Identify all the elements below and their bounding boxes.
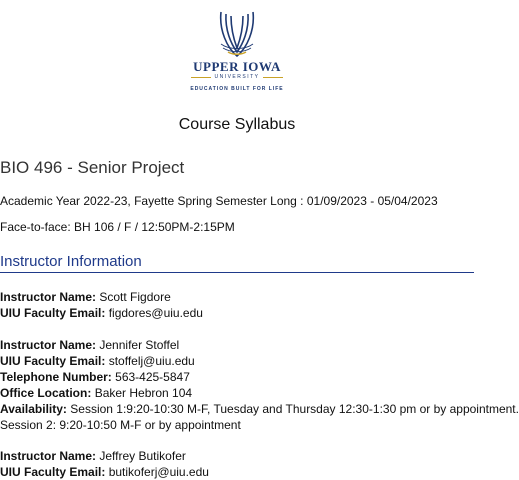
instructor-availability-row-2 <box>0 417 519 433</box>
term-info: Academic Year 2022-23, Fayette Spring Semester Long : 01/09/2023 - 05/04/2023 <box>0 194 438 208</box>
instructor-email: stoffelj@uiu.edu <box>108 354 195 368</box>
logo-tagline: EDUCATION BUILT FOR LIFE <box>190 86 284 92</box>
instructor-name-label: Instructor Name: <box>0 449 97 463</box>
instructor-email: figdores@uiu.edu <box>108 306 203 320</box>
instructor-office-row <box>0 385 519 401</box>
university-logo <box>0 8 474 93</box>
instructor-name-label: Instructor Name: <box>0 338 97 352</box>
instructor-availability-2: Session 2: 9:20-10:50 M-F or by appointment <box>0 418 241 432</box>
delivery-info: Face-to-face: BH 106 / F / 12:50PM-2:15PM <box>0 220 235 234</box>
instructor-name-row <box>0 289 203 305</box>
logo-subtitle <box>191 74 282 81</box>
instructor-name-row <box>0 448 209 464</box>
logo-rule-right <box>263 77 283 78</box>
instructor-block <box>0 448 209 480</box>
uiu-emblem-icon <box>215 8 259 58</box>
logo-rule-left <box>191 77 211 78</box>
instructor-availability: Session 1:9:20-10:30 M-F, Tuesday and Thursday 12:30-1:30 pm or by appointment. <box>70 402 519 416</box>
instructor-name-label: Instructor Name: <box>0 290 97 304</box>
instructor-phone-row <box>0 369 519 385</box>
instructor-block <box>0 337 519 433</box>
instructor-name: Jeffrey Butikofer <box>99 449 186 463</box>
instructor-name-row <box>0 337 519 353</box>
instructor-email-label: UIU Faculty Email: <box>0 465 106 479</box>
instructor-email-label: UIU Faculty Email: <box>0 354 106 368</box>
instructor-name: Jennifer Stoffel <box>99 338 180 352</box>
instructor-office: Baker Hebron 104 <box>94 386 193 400</box>
instructor-availability-row <box>0 401 519 417</box>
instructor-phone-label: Telephone Number: <box>0 370 112 384</box>
instructor-email-row <box>0 305 203 321</box>
instructor-phone: 563-425-5847 <box>115 370 190 384</box>
instructor-office-label: Office Location: <box>0 386 92 400</box>
page-title: Course Syllabus <box>178 116 296 133</box>
course-title: BIO 496 - Senior Project <box>0 158 185 177</box>
instructor-email: butikoferj@uiu.edu <box>108 465 209 479</box>
instructor-email-row <box>0 353 519 369</box>
instructor-email-label: UIU Faculty Email: <box>0 306 106 320</box>
instructor-block <box>0 289 203 321</box>
instructor-email-row <box>0 464 209 480</box>
instructor-name: Scott Figdore <box>99 290 171 304</box>
logo-wordmark: UPPER IOWA <box>193 59 281 74</box>
section-heading-instructor: Instructor Information <box>0 253 474 273</box>
logo-subtitle-text: UNIVERSITY <box>214 74 260 80</box>
instructor-availability-label: Availability: <box>0 402 67 416</box>
